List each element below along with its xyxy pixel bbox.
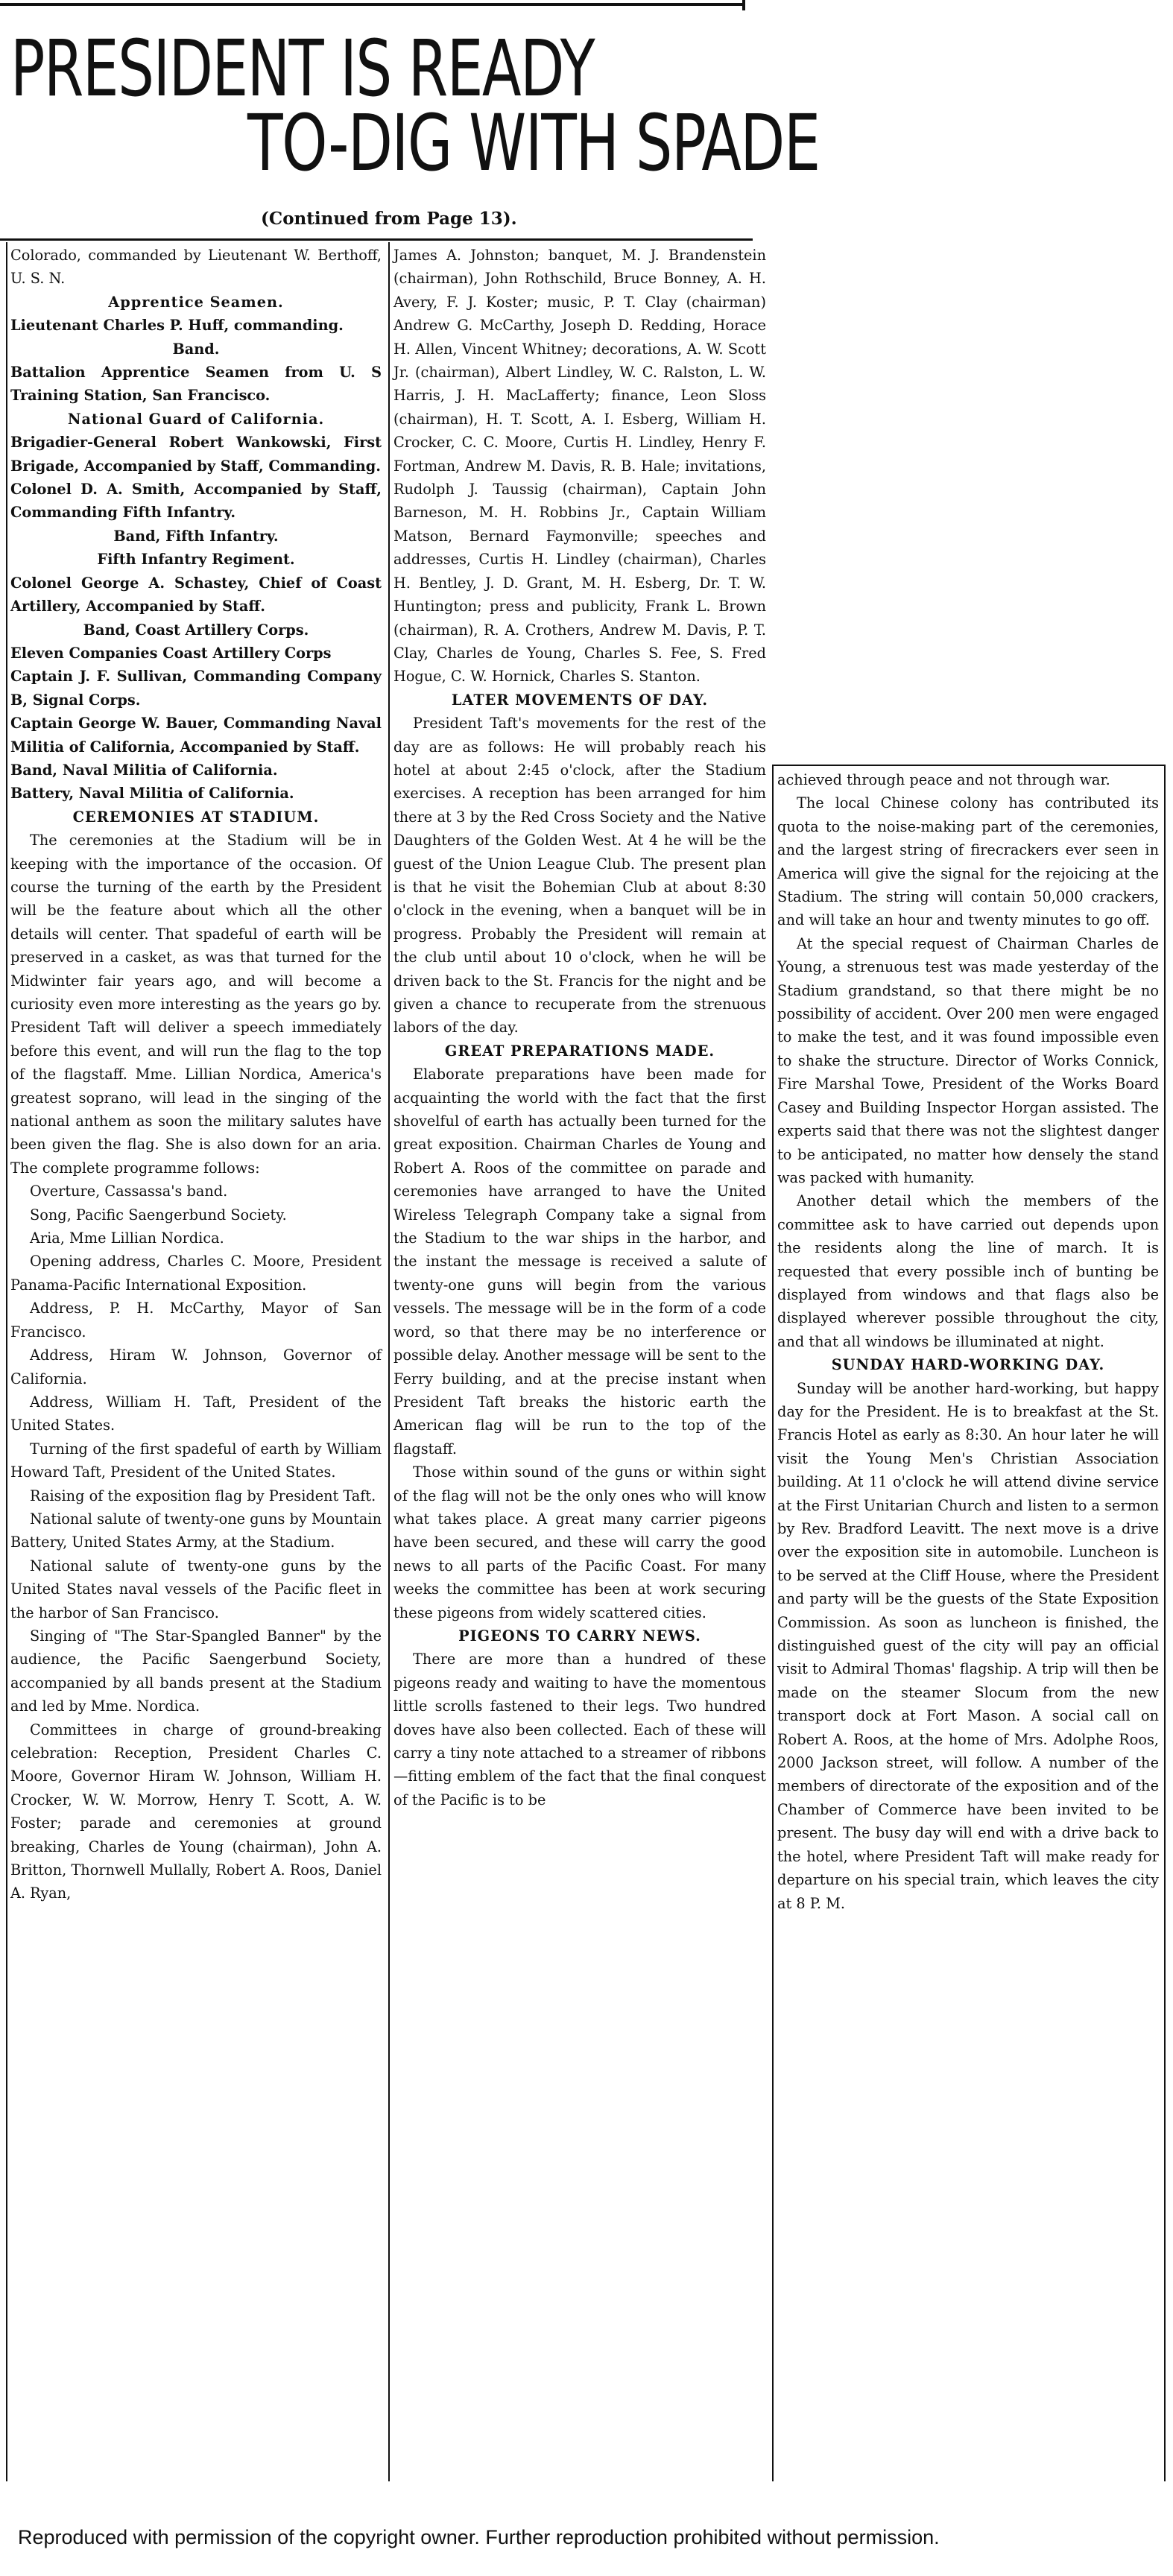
col1-para: Opening address, Charles C. Moore, President Panama-Pacific International Exposition. xyxy=(10,1253,382,1294)
col2-subhead: PIGEONS TO CARRY NEWS. xyxy=(458,1627,701,1645)
col1-entry: Band, Fifth Infantry. xyxy=(113,527,279,545)
col1-subhead: Apprentice Seamen. xyxy=(108,293,284,311)
col2-para: Those within sound of the guns or within sight of the flag will not be the only ones who will know what takes place. A great many carrier pigeons have been secured, and these will carry the good news to all parts of the Pacific Coast. For many weeks the committee has been at work securing these pigeons from widely scattered cities. xyxy=(393,1463,766,1621)
col2-para: President Taft's movements for the rest of the day are as follows: He will probably reach his hotel at about 2:45 o'clock, after the Stadium exercises. A reception has been arranged for him there at 3 by the Red Cross Society and the Native Daughters of the Golden West. At 4 he will be the guest of the Union League Club. The present plan is that he visit the Bohemian Club at about 8:30 o'clock in the evening, when a banquet will be in progress. Probably the President will remain at the club until about 10 o'clock, when he will be driven back to the St. Francis for the night and be given a chance to recuperate from the strenuous labors of the day. xyxy=(393,715,766,1037)
col1-entry: Fifth Infantry Regiment. xyxy=(97,551,295,569)
continued-note: (Continued from Page 13). xyxy=(261,209,517,229)
col3-subhead: SUNDAY HARD-WORKING DAY. xyxy=(831,1356,1105,1374)
col2-subhead: GREAT PREPARATIONS MADE. xyxy=(444,1042,715,1060)
col3-para: At the special request of Chairman Charles de Young, a strenuous test was made yesterday of the Stadium grandstand, so that there might be no possibility of accident. Over 200 men were engaged to make the test, and it was found impossible even to shake the structure. Director of Works Connick, Fire Marshal Towe, President of the Works Board Casey and Building Inspector Horgan assisted. The experts said that there was not the slightest danger to be anticipated, no matter how densely the stand was packed with humanity. xyxy=(777,934,1159,1186)
col1-entry: Band, Naval Militia of California. xyxy=(10,761,278,779)
col1-para: Song, Pacific Saengerbund Society. xyxy=(30,1206,287,1224)
col1-para: Address, William H. Taft, President of the United States. xyxy=(10,1393,382,1434)
column-rule-right xyxy=(1164,765,1166,2481)
column-2 xyxy=(393,244,766,1811)
col1-subhead: National Guard of California. xyxy=(67,410,325,428)
col1-entry: Colonel George A. Schastey, Chief of Coast Artillery, Accompanied by Staff. xyxy=(10,574,382,615)
col2-para: There are more than a hundred of these pigeons ready and waiting to have the momentous little scrolls fastened to their legs. Two hundred doves have also been collected. Each of these will carry a tiny note attached to a streamer of ribbons—fitting emblem of the fact that the final conquest of the Pacific is to be xyxy=(393,1651,766,1808)
col1-subhead: CEREMONIES AT STADIUM. xyxy=(72,808,320,826)
col1-para: National salute of twenty-one guns by Mountain Battery, United States Army, at the Stadium. xyxy=(10,1510,382,1551)
column-rule-2 xyxy=(772,765,774,2481)
col1-entry: Colonel D. A. Smith, Accompanied by Staff, Commanding Fifth Infantry. xyxy=(10,481,382,522)
column-rule-left xyxy=(6,242,7,2481)
col2-para: Elaborate preparations have been made for acquainting the world with the fact that the first shovelful of earth has actually been turned for the great exposition. Chairman Charles de Young and Robert A. Roos of the committee on parade and ceremonies have arranged to have the United Wireless Telegraph Company take a signal from the Stadium to the war ships in the harbor, and the instant the message is received a salute of twenty-one guns will begin from the various vessels. The message will be in the form of a code word, so that there may be no interference or possible delay. Another message will be sent to the Ferry building, and at the precise instant when President Taft breaks the historic earth the American flag will be run to the top of the flagstaff. xyxy=(393,1066,766,1458)
col1-para: Raising of the exposition flag by President Taft. xyxy=(30,1487,376,1504)
top-rule xyxy=(0,3,745,6)
column-3-top-rule xyxy=(772,765,1166,766)
col1-para: Singing of "The Star-Spangled Banner" by the audience, the Pacific Saengerbund Society, accompanied by all bands present at the Stadium and led by Mme. Nordica. xyxy=(10,1627,382,1715)
col1-entry: Band, Coast Artillery Corps. xyxy=(83,621,309,639)
column-1 xyxy=(10,244,382,1905)
top-rule-end xyxy=(742,0,745,10)
headline-line-2: TO-DIG WITH SPADE xyxy=(247,98,820,189)
copyright-footer: Reproduced with permission of the copyright owner. Further reproduction prohibited without permission. xyxy=(18,2526,940,2548)
col1-para: Colorado, commanded by Lieutenant W. Berthoff, U. S. N. xyxy=(10,247,382,288)
col1-para: Address, Hiram W. Johnson, Governor of California. xyxy=(10,1346,382,1387)
col1-entry: Captain J. F. Sullivan, Commanding Company B, Signal Corps. xyxy=(10,668,382,709)
col2-subhead: LATER MOVEMENTS OF DAY. xyxy=(451,691,709,709)
col1-para: Committees in charge of ground-breaking celebration: Reception, President Charles C. Moore, Governor Hiram W. Johnson, William H. Crocker, W. W. Morrow, Henry T. Scott, A. W. Foster; parade and ceremonies at ground breaking, Charles de Young (chairman), John A. Britton, Thornwell Mullally, Robert A. Roos, Daniel A. Ryan, xyxy=(10,1721,382,1902)
column-rule-1 xyxy=(388,242,390,2481)
headline-line-1: PRESIDENT IS READY xyxy=(10,23,595,114)
col3-para: Sunday will be another hard-working, but happy day for the President. He is to breakfast at the St. Francis Hotel as early as 8:30. An hour later he will visit the Young Men's Christian Association building. At 11 o'clock he will attend divine service at the First Unitarian Church and listen to a sermon by Rev. Bradford Leavitt. The next move is a drive over the exposition site in automobile. Luncheon is to be served at the Cliff House, where the President and party will be the guests of the State Exposition Commission. As soon as luncheon is finished, the distinguished guest of the city will pay an official visit to Admiral Thomas' flagship. A trip will then be made on the steamer Slocum from the new transport dock at Fort Mason. A social call on Robert A. Roos, at the home of Mrs. Adolphe Roos, 2000 Jackson street, will follow. A number of the members of directorate of the exposition and of the Chamber of Commerce have been invited to be present. The busy day will end with a drive back to the hotel, where President Taft will make ready for departure on his special train, which leaves the city at 8 P. M. xyxy=(777,1379,1159,1912)
col3-para: achieved through peace and not through war. xyxy=(777,771,1110,788)
col1-para: Address, P. H. McCarthy, Mayor of San Francisco. xyxy=(10,1300,382,1341)
col1-entry: Battalion Apprentice Seamen from U. S Training Station, San Francisco. xyxy=(10,364,382,405)
col3-para: The local Chinese colony has contributed its quota to the noise-making part of the ceremonies, and the largest string of firecrackers ever seen in America will give the signal for the rejoicing at the Stadium. The string will contain 50,000 crackers, and will take an hour and twenty minutes to go off. xyxy=(777,794,1159,929)
col1-entry: Eleven Companies Coast Artillery Corps xyxy=(10,644,332,662)
col1-entry: Brigadier-General Robert Wankowski, First Brigade, Accompanied by Staff, Commanding. xyxy=(10,434,382,475)
column-3 xyxy=(777,768,1159,1915)
col2-para: James A. Johnston; banquet, M. J. Brandenstein (chairman), John Rothschild, Bruce Bonney, A. H. Avery, F. J. Koster; music, P. T. Clay (chairman) Andrew G. McCarthy, Joseph D. Redding, Horace H. Allen, Vincent Whitney; decorations, A. W. Scott Jr. (chairman), Albert Lindley, W. C. Ralston, L. W. Harris, J. H. MacLafferty; finance, Leon Sloss (chairman), H. T. Scott, A. I. Esberg, William H. Crocker, C. C. Moore, Curtis H. Lindley, Henry F. Fortman, Andrew M. Davis, R. B. Hale; invitations, Rudolph J. Taussig (chairman), Captain John Barneson, M. H. Robbins Jr., Captain William Matson, Bernard Faymonville; speeches and addresses, Curtis H. Lindley (chairman), Charles H. Bentley, J. D. Grant, M. H. Esberg, Dr. T. W. Huntington; press and publicity, Frank L. Brown (chairman), R. A. Crothers, Andrew M. Davis, P. T. Clay, Charles de Young, Charles S. Fee, S. Fred Hogue, C. W. Hornick, Charles S. Stanton. xyxy=(393,247,766,686)
col1-entry: Battery, Naval Militia of California. xyxy=(10,785,294,803)
col1-para: The ceremonies at the Stadium will be in keeping with the importance of the occasion. Of course the turning of the earth by the President will be the feature about which all the other details will center. That spadeful of earth will be preserved in a casket, as was that turned for the Midwinter fair years ago, and will become a curiosity even more interesting as the years go by. President Taft will deliver a speech immediately before this event, and will run the flag to the top of the flagstaff. Mme. Lillian Nordica, America's greatest soprano, will lead in the singing of the national anthem as soon the military salutes have been given the flag. She is also down for an aria. The complete programme follows: xyxy=(10,832,382,1177)
header-rule xyxy=(0,238,753,241)
col1-para: Turning of the first spadeful of earth by William Howard Taft, President of the United States. xyxy=(10,1440,382,1481)
col3-para: Another detail which the members of the committee ask to have carried out depends upon the residents along the line of march. It is requested that every possible inch of bunting be displayed from windows and that flags also be displayed wherever possible throughout the city, and that all windows be illuminated at night. xyxy=(777,1192,1159,1350)
col1-entry: Band. xyxy=(172,340,220,358)
col1-entry: Lieutenant Charles P. Huff, commanding. xyxy=(10,317,344,335)
col1-para: Aria, Mme Lillian Nordica. xyxy=(30,1230,224,1247)
col1-para: Overture, Cassassa's band. xyxy=(30,1183,228,1200)
col1-entry: Captain George W. Bauer, Commanding Naval Militia of California, Accompanied by Staff. xyxy=(10,715,382,756)
col1-para: National salute of twenty-one guns by the United States naval vessels of the Pacific fleet in the harbor of San Francisco. xyxy=(10,1557,382,1621)
